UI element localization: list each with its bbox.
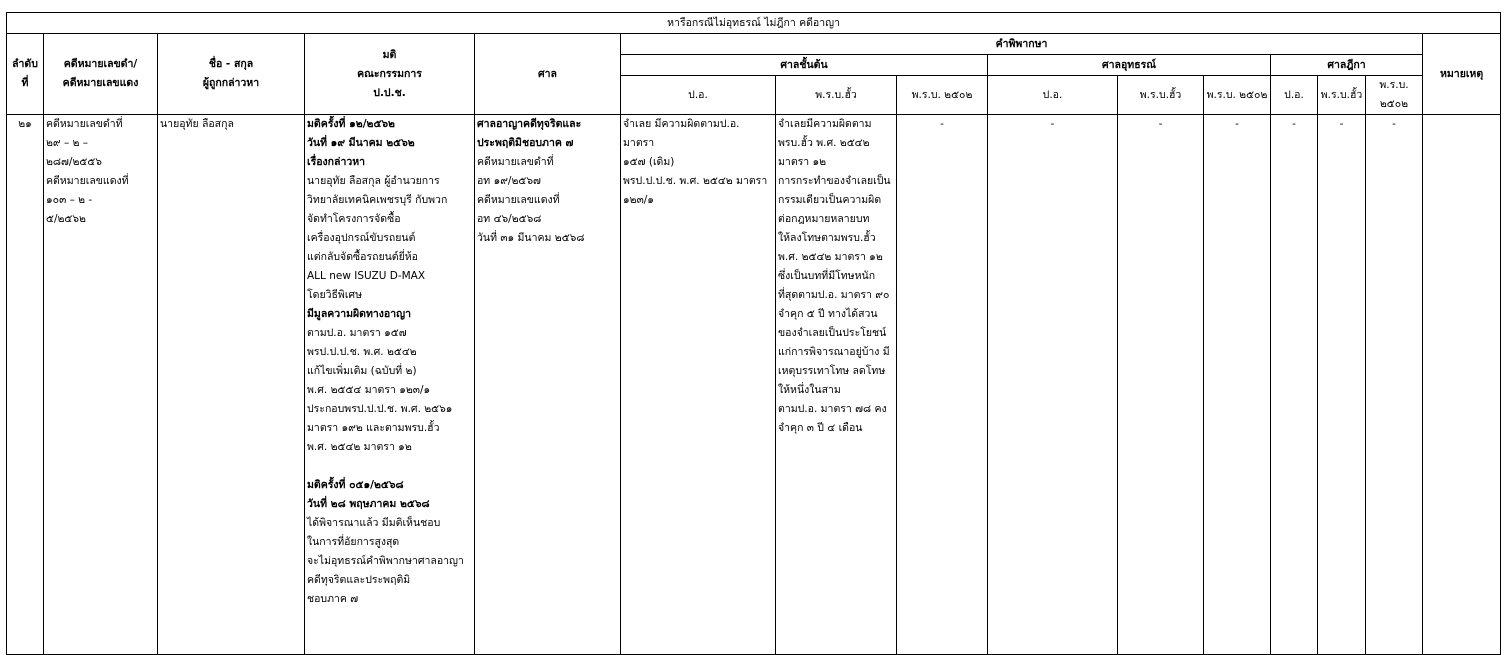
header-first-act-hua: พ.ร.บ.ฮั้ว — [776, 76, 897, 115]
header-appeal-act-2502: พ.ร.บ. ๒๕๐๒ — [1204, 76, 1271, 115]
row-first-act-hua: จำเลยมีความผิดตาม พรบ.ฮั้ว พ.ศ. ๒๕๔๒ มาตรา ๑๒ การกระทำของจำเลยเป็น กรรมเดียวเป็นความผิด ต่อกฎหมายหลายบท ให้ลงโทษตามพรบ.ฮั้ว พ.ศ. ๒๕๔๒ มาตรา ๑๒ ซึ่งเป็นบทที่มีโทษหนัก ที่สุดตามป.อ. มาตรา ๙๐ จำคุก ๕ ปี ทางได้สวน ของจำเลยเป็นประโยชน์ แก่การพิจารณาอยู่บ้าง มี เหตุบรรเทาโทษ ลดโทษ ให้หนึ่งในสาม ตามป.อ. มาตรา ๗๘ คง จำคุก ๓ ปี ๔ เดือน — [776, 115, 897, 655]
header-first-po: ป.อ. — [621, 76, 776, 115]
row-case-number: คดีหมายเลขดำที่ ๒๙ – ๒ – ๒๘๗/๒๕๕๖ คดีหมายเลขแดงที่ ๑๐๓ – ๒ - ๕/๒๕๖๒ — [44, 115, 158, 655]
header-resolution: มติ คณะกรรมการ ป.ป.ช. — [305, 34, 475, 115]
header-remark: หมายเหตุ — [1423, 34, 1501, 115]
row-appeal-po: - — [988, 115, 1118, 655]
row-appeal-act-hua: - — [1118, 115, 1204, 655]
header-court: ศาล — [475, 34, 621, 115]
row-accused-name: นายอุทัย ลือสกุล — [158, 115, 305, 655]
row-appeal-act-2502: - — [1204, 115, 1271, 655]
row-first-po: จำเลย มีความผิดตามป.อ. มาตรา ๑๕๗ (เดิม) พรป.ป.ป.ช. พ.ศ. ๒๕๔๒ มาตรา ๑๒๓/๑ — [621, 115, 776, 655]
row-resolution: มติครั้งที่ ๑๒/๒๕๖๒ วันที่ ๑๙ มีนาคม ๒๕๖๒ เรื่องกล่าวหา นายอุทัย ลือสกุล ผู้อำนวยการ วิทยาลัยเทคนิคเพชรบุรี กับพวก จัดทำโครงการจัดซื้อ เครื่องอุปกรณ์ขับรถยนต์ แต่กลับจัดซื้อรถยนต์ยี่ห้อ ALL new ISUZU D-MAX โดยวิธีพิเศษ มีมูลความผิดทางอาญา ตามป.อ. มาตรา ๑๕๗ พรป.ป.ป.ช. พ.ศ. ๒๕๔๒ แก้ไขเพิ่มเติม (ฉบับที่ ๒) พ.ศ. ๒๕๕๔ มาตรา ๑๒๓/๑ ประกอบพรป.ป.ป.ช. พ.ศ. ๒๕๖๑ มาตรา ๑๙๒ และตามพรบ.ฮั้ว พ.ศ. ๒๕๔๒ มาตรา ๑๒ มติครั้งที่ ๐๕๑/๒๕๖๘ วันที่ ๒๘ พฤษภาคม ๒๕๖๘ ได้พิจารณาแล้ว มีมติเห็นชอบ ในการที่อัยการสูงสุด จะไม่อุทธรณ์คำพิพากษาศาลอาญา คดีทุจริตและประพฤติมิ ชอบภาค ๗ — [305, 115, 475, 655]
case-table — [6, 12, 1501, 655]
header-appeal-act-hua: พ.ร.บ.ฮั้ว — [1118, 76, 1204, 115]
header-supreme-po: ป.อ. — [1271, 76, 1318, 115]
header-accused-name: ชื่อ - สกุล ผู้ถูกกล่าวหา — [158, 34, 305, 115]
row-court: ศาลอาญาคดีทุจริตและ ประพฤติมิชอบภาค ๗ คดีหมายเลขดำที่ อท ๑๙/๒๕๖๗ คดีหมายเลขแดงที่ อท ๔๖/๒๕๖๘ วันที่ ๓๑ มีนาคม ๒๕๖๘ — [475, 115, 621, 655]
header-appeal-po: ป.อ. — [988, 76, 1118, 115]
header-first-act-2502: พ.ร.บ. ๒๕๐๒ — [897, 76, 988, 115]
row-remark — [1423, 115, 1501, 655]
header-first-instance-court: ศาลชั้นต้น — [621, 55, 988, 76]
row-order: ๒๑ — [7, 115, 44, 655]
header-supreme-court: ศาลฎีกา — [1271, 55, 1423, 76]
table-row — [7, 115, 1501, 655]
header-order: ลำดับ ที่ — [7, 34, 44, 115]
table-title: หารือกรณีไม่อุทธรณ์ ไม่ฎีกา คดีอาญา — [7, 13, 1501, 34]
row-supreme-act-2502: - — [1366, 115, 1423, 655]
row-first-act-2502: - — [897, 115, 988, 655]
header-supreme-act-2502: พ.ร.บ. ๒๕๐๒ — [1366, 76, 1423, 115]
row-supreme-act-hua: - — [1318, 115, 1366, 655]
header-case-number: คดีหมายเลขดำ/ คดีหมายเลขแดง — [44, 34, 158, 115]
header-supreme-act-hua: พ.ร.บ.ฮั้ว — [1318, 76, 1366, 115]
row-supreme-po: - — [1271, 115, 1318, 655]
header-judgment: คำพิพากษา — [621, 34, 1423, 55]
header-appeal-court: ศาลอุทธรณ์ — [988, 55, 1271, 76]
